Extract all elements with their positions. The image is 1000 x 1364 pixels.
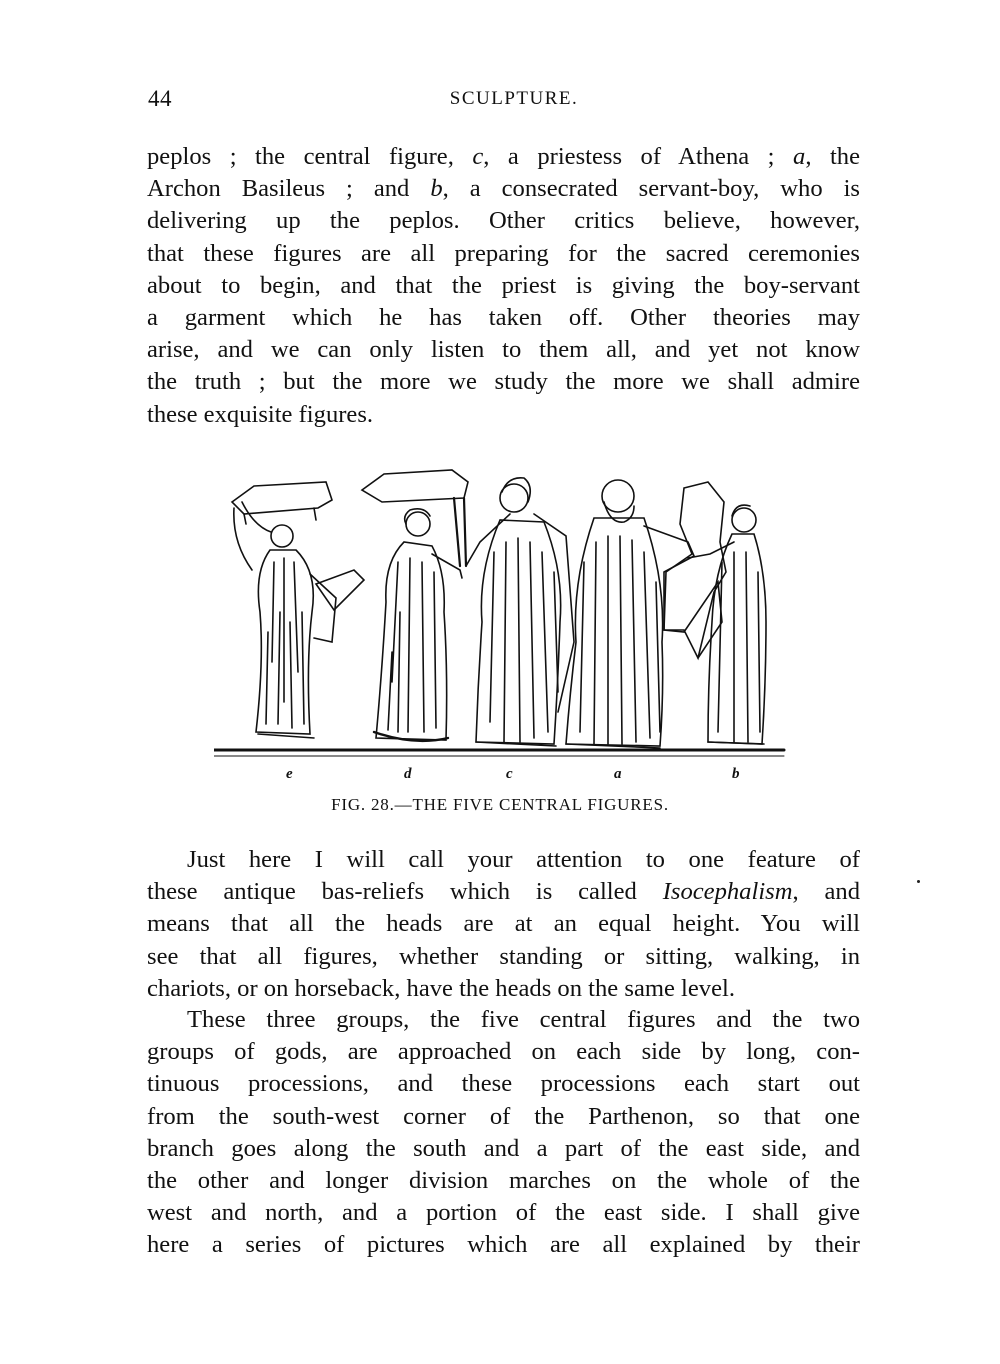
figure-a-drawing	[566, 480, 726, 748]
print-speck	[917, 880, 920, 883]
five-figures-engraving	[214, 462, 786, 762]
text-line: see that all figures, whether standing or sitting, walking, in	[147, 942, 860, 970]
paragraph-1	[147, 141, 860, 431]
text-line: these exquisite figures.	[147, 400, 374, 428]
page-header	[148, 86, 860, 118]
text-line: These three groups, the five central figures and the two	[187, 1006, 860, 1033]
figure-b-drawing	[688, 505, 766, 744]
text-line: arise, and we can only listen to them all, and yet not know	[147, 336, 860, 364]
text-line: these antique bas-reliefs which is called Isocephalism, and	[147, 878, 860, 906]
paragraph-3	[147, 1004, 860, 1262]
figure-caption	[0, 795, 1000, 815]
text-line: west and north, and a portion of the east side. I shall give	[147, 1199, 860, 1227]
text-line: tinuous processions, and these processions each start out	[147, 1070, 860, 1098]
text-line: Archon Basileus ; and b, a consecrated servant-boy, who is	[147, 175, 860, 203]
text-line: a garment which he has taken off. Other theories may	[147, 304, 860, 332]
figure-label-a: a	[614, 766, 622, 782]
text-line: branch goes along the south and a part of the east side, and	[147, 1134, 860, 1162]
text-line: chariots, or on horseback, have the heads on the same level.	[147, 974, 735, 1002]
text-line: peplos ; the central figure, c, a priestess of Athena ; a, the	[147, 143, 861, 170]
text-line: here a series of pictures which are all explained by their	[147, 1231, 860, 1259]
text-line: delivering up the peplos. Other critics believe, however,	[147, 207, 860, 235]
figure-label-c: c	[506, 766, 513, 782]
caption-text: FIG. 28.—THE FIVE CENTRAL FIGURES.	[331, 795, 669, 814]
text-line: Just here I will call your attention to one feature of	[187, 846, 860, 873]
text-line: that these figures are all preparing for the sacred ceremonies	[147, 239, 860, 267]
figure-d-drawing	[362, 470, 468, 741]
figure-label-b: b	[732, 766, 740, 782]
text-line: the other and longer division marches on the whole of the	[147, 1167, 860, 1195]
figure-label-d: d	[404, 766, 412, 782]
relief-illustration	[214, 462, 786, 762]
text-line: from the south-west corner of the Parthenon, so that one	[147, 1102, 860, 1130]
figure-e-drawing	[232, 482, 364, 738]
paragraph-2	[147, 844, 860, 1005]
text-line: means that all the heads are at an equal height. You will	[147, 910, 860, 938]
text-line: groups of gods, are approached on each side by long, con-	[147, 1038, 860, 1066]
running-title: SCULPTURE.	[449, 88, 579, 109]
figure-c-drawing	[466, 478, 574, 746]
page-number: 44	[148, 86, 172, 111]
figure-label-e: e	[286, 766, 293, 782]
text-line: about to begin, and that the priest is giving the boy-servant	[147, 271, 860, 299]
text-line: the truth ; but the more we study the more we shall admire	[147, 368, 860, 396]
figure-letter-labels	[214, 766, 786, 786]
